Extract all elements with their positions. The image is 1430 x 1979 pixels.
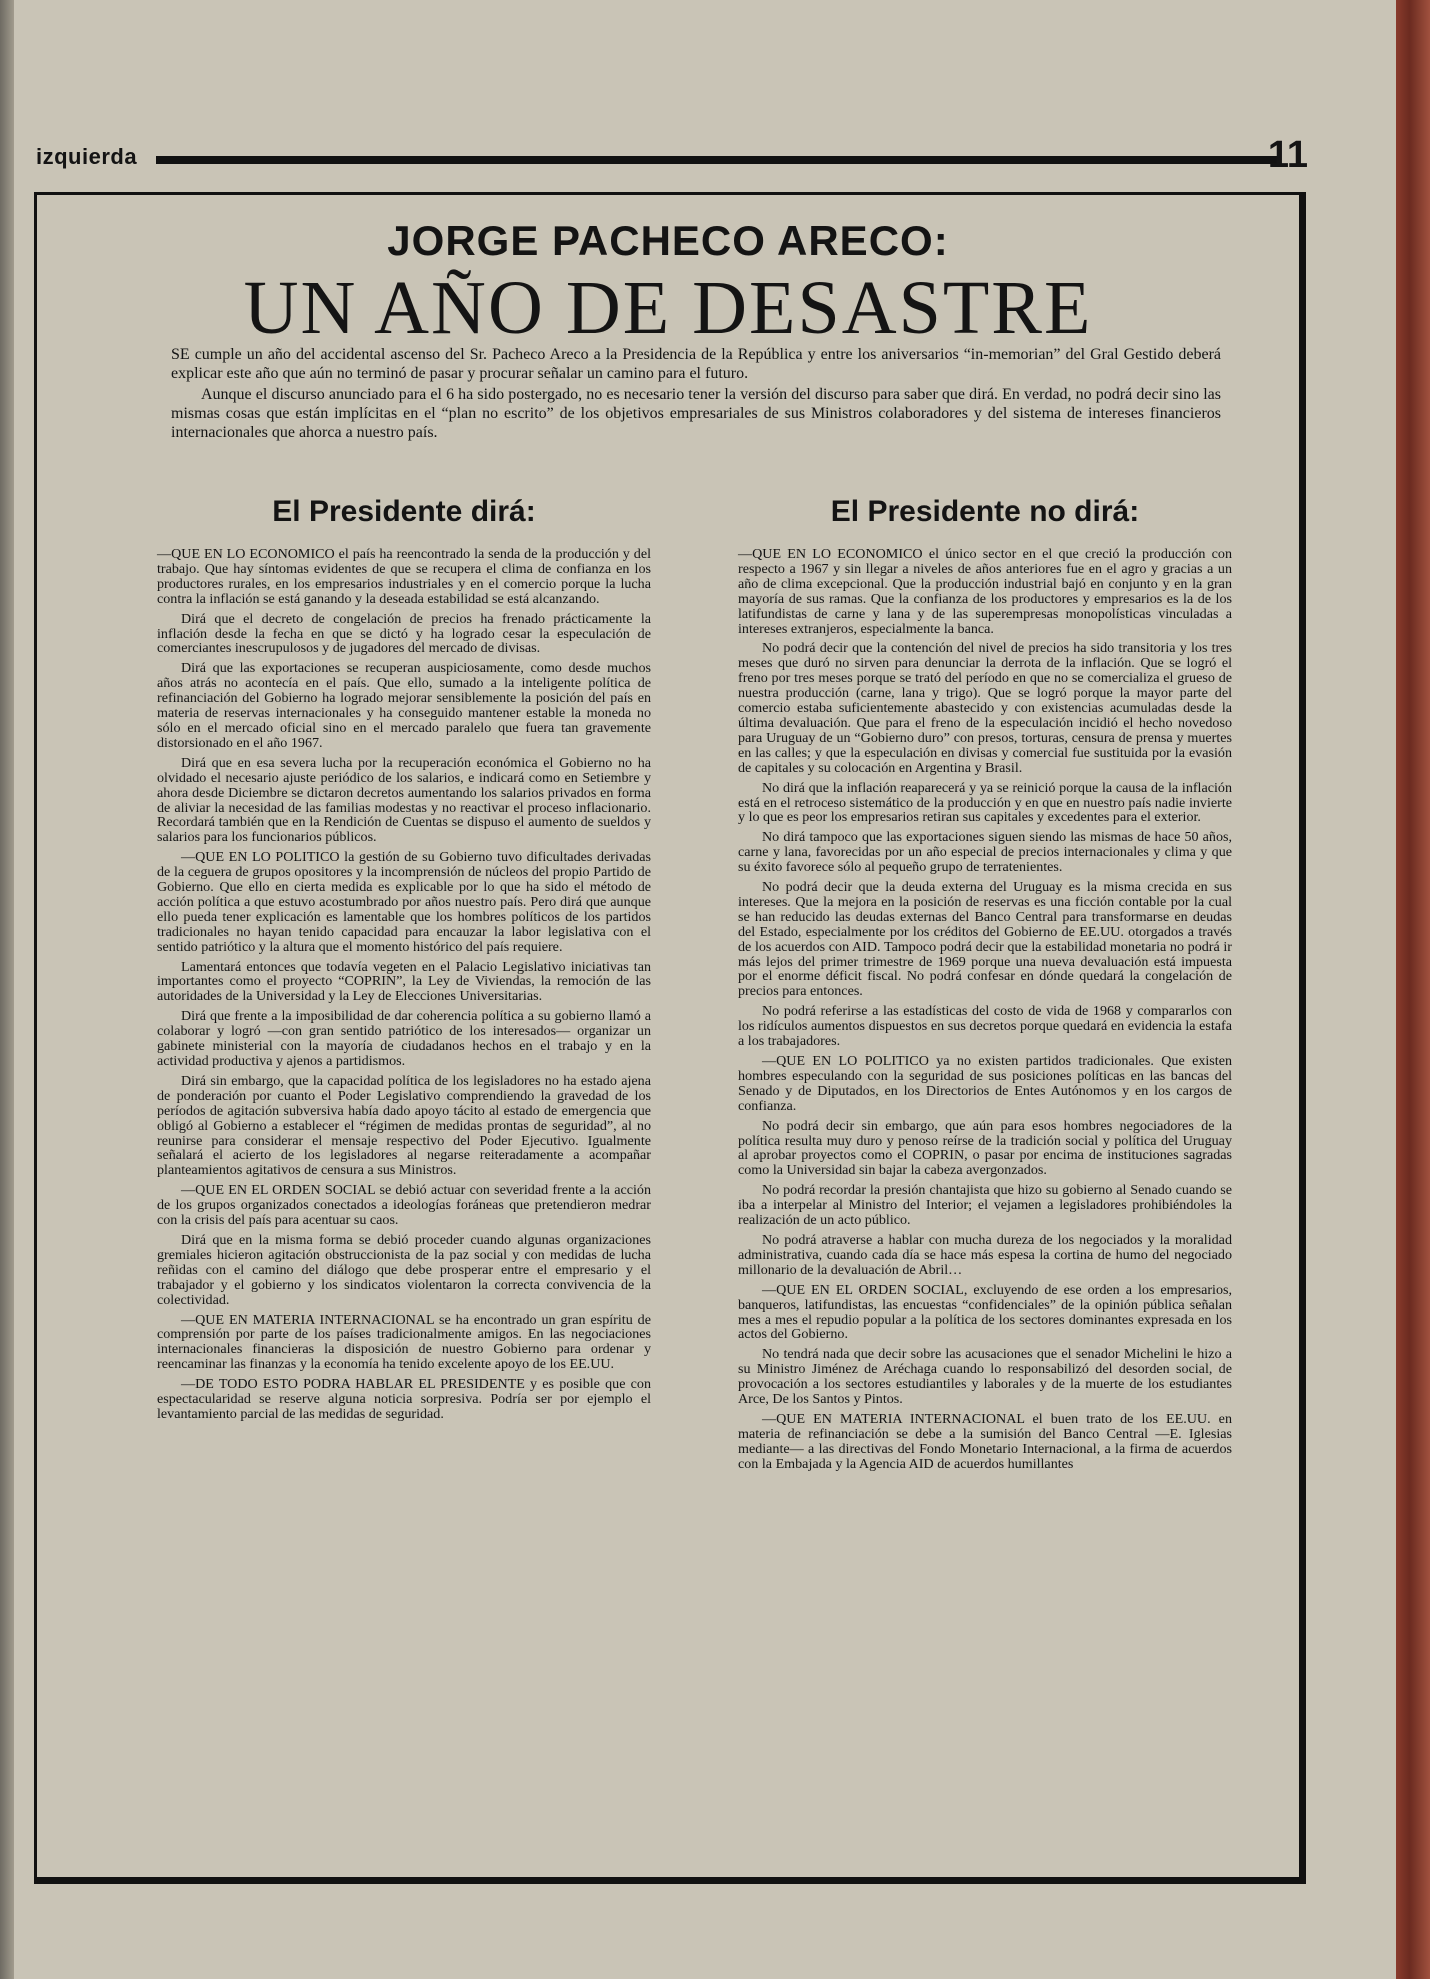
right-column-body xyxy=(738,547,1232,1472)
body-paragraph: No tendrá nada que decir sobre las acusaciones que el senador Michelini le hizo a su Ministro Jiménez de Aréchaga cuando lo responsabilizó del desorden social, de provocación a los sectores estudiantiles y laborales y de la muerte de los estudiantes Arce, De los Santos y Pintos. xyxy=(738,1346,1232,1408)
body-paragraph: Dirá que frente a la imposibilidad de dar coherencia política a su gobierno llamó a colaborar y logró —con gran sentido patriótico de los interesados— organizar un gabinete ministerial con la mayoría de ciudadanos hechos en el trabajo y en la actividad productiva y ajenos a partidismos. xyxy=(157,1008,651,1069)
page-header xyxy=(36,134,1308,178)
left-column-body xyxy=(157,547,651,1422)
body-paragraph: Lamentará entonces que todavía vegeten en el Palacio Legislativo iniciativas tan importantes como el proyecto “COPRIN”, la Ley de Viviendas, la remoción de las autoridades de la Universidad y la Ley de Elecciones Universitarias. xyxy=(157,958,651,1005)
body-paragraph: No podrá decir sin embargo, que aún para esos hombres negociadores de la política resulta muy duro y penoso reírse de la tradición social y política del Uruguay al aprobar proyectos como el COPRIN, o pasar por encima de instituciones sagradas como la Universidad sin bajar la cabeza avergonzados. xyxy=(738,1117,1232,1179)
body-paragraph: —QUE EN LO POLITICO la gestión de su Gobierno tuvo dificultades derivadas de la ceguera de grupos opositores y la incomprensión de núcleos del propio Partido de Gobierno. Que ello en cierta medida es explicable por lo que ha sido el método de acción política a que estuvo acostumbrado por años nuestro país. Pero dirá que aunque ello pueda tener explicación es lamentable que los hombres políticos de los partidos tradicionales no hayan tenido capacidad para encauzar la labor legislativa con el sentido patriótico y la altura que el momento histórico del país requiere. xyxy=(157,849,651,955)
body-paragraph: No podrá decir que la deuda externa del Uruguay es la misma crecida en sus intereses. Que la mejora en la posición de reservas es una ficción contable por la cual se han reducido las deudas externas del Banco Central para transformarse en deudas del Estado, especialmente por los créditos del Gobierno de EE.UU. otorgados a través de los acuerdos con AID. Tampoco podrá decir que la estabilidad monetaria no podrá ir más lejos del primer trimestre de 1969 porque una nueva devaluación está impuesta por el enorme déficit fiscal. No podrá confesar en dónde quedará la congelación de precios para entonces. xyxy=(738,879,1232,1000)
body-paragraph: —DE TODO ESTO PODRA HABLAR EL PRESIDENTE y es posible que con espectacularidad se reserve alguna noticia sorpresiva. Podría ser por ejemplo el levantamiento parcial de las medidas de seguridad. xyxy=(157,1376,651,1422)
intro-paragraph: SE cumple un año del accidental ascenso del Sr. Pacheco Areco a la Presidencia de la República y entre los aniversarios “in-memorian” del Gral Gestido deberá explicar este año que aún no terminó de pasar y procurar señalar un camino para el futuro. xyxy=(171,346,1221,382)
body-paragraph: —QUE EN EL ORDEN SOCIAL, excluyendo de ese orden a los empresarios, banqueros, latifundistas, las encuestas “confidenciales” de la opinión pública señalan mes a mes el repudio popular a la política de los sectores dominantes expresada en los actos del Gobierno. xyxy=(738,1281,1232,1343)
body-paragraph: No podrá referirse a las estadísticas del costo de vida de 1968 y compararlos con los ridículos aumentos dispuestos en sus decretos porque quedará en evidencia la estafa a los trabajadores. xyxy=(738,1003,1232,1050)
left-column xyxy=(157,495,651,1427)
body-paragraph: Dirá sin embargo, que la capacidad política de los legisladores no ha estado ajena de ponderación por cuanto el Poder Legislativo comprendiendo la gravedad de los períodos de agitación subversiva había dado apoyo tácito al estado de emergencia que obligó al Gobierno a establecer el “régimen de medidas prontas de seguridad”, al no reunirse para considerar el mensaje respectivo del Poder Ejecutivo. Igualmente señalará el acierto de los legisladores al negarse reiteradamente a acompañar planteamientos agitativos de censura a sus Ministros. xyxy=(157,1072,651,1179)
body-paragraph: —QUE EN LO ECONOMICO el país ha reencontrado la senda de la producción y del trabajo. Que hay síntomas evidentes de que se recupera el clima de confianza en los productores rurales, en los empresarios industriales y en el comercio porque la lucha contra la inflación se está ganando y la deseada estabilidad se está alcanzando. xyxy=(157,546,651,607)
body-paragraph: Dirá que las exportaciones se recuperan auspiciosamente, como desde muchos años atrás no acontecía en el país. Que ello, sumado a la inteligente política de refinanciación del Gobierno ha logrado mejorar sensiblemente la posición del país en materia de reservas internacionales y ha conseguido mantener estable la moneda no sólo en el mercado oficial sino en el mercado paralelo que fuera tan gravemente distorsionado en el año 1967. xyxy=(157,660,651,751)
body-paragraph: Dirá que en esa severa lucha por la recuperación económica el Gobierno no ha olvidado el necesario ajuste periódico de los salarios, e indicará como en Setiembre y ahora desde Diciembre se dictaron decretos aumentando los salarios privados en forma de aliviar la necesidad de las familias modestas y no reactivar el proceso inflacionario. Recordará también que en la Rendición de Cuentas se dispuso el aumento de sueldos y salarios para los funcionarios públicos. xyxy=(157,754,651,846)
body-paragraph: Dirá que el decreto de congelación de precios ha frenado prácticamente la inflación desde la fecha en que se dictó y ha logrado cesar la especulación de comerciantes inescrupulosos y de jugadores del mercado de divisas. xyxy=(157,610,651,657)
body-paragraph: —QUE EN MATERIA INTERNACIONAL se ha encontrado un gran espíritu de comprensión por parte de los países tradicionalmente amigos. En las negociaciones internacionales financieras la disposición de nuestro Gobierno para ordenar y reencaminar las finanzas y la economía ha tenido excelente apoyo de los EE.UU. xyxy=(157,1311,651,1373)
book-cover-edge xyxy=(1396,0,1430,1979)
header-rule xyxy=(156,156,1281,164)
left-column-title: El Presidente dirá: xyxy=(272,495,536,528)
body-paragraph: No podrá atraverse a hablar con mucha dureza de los negociados y la moralidad administrativa, cuando cada día se hace más espesa la cortina de humo del negociado millonario de la devaluación de Abril… xyxy=(738,1231,1232,1278)
body-paragraph: No podrá decir que la contención del nivel de precios ha sido transitoria y los tres meses que duró no sirven para denunciar la derrota de la inflación. Que se logró el freno por tres meses porque se trató del período en que no se comercializa el grueso de nuestra producción (carne, lana y trigo). Que se logró porque la mayor parte del comercio estaba suficientemente abastecido y con existencias acumuladas desde la última devaluación. Que para el freno de la especulación incidió el hecho novedoso para Uruguay de un “Gobierno duro” con presos, torturas, censura de prensa y muertes en las calles; y que la especulación en divisas y comercial fue sustituida por la evasión de capitales y su colocación en Argentina y Brasil. xyxy=(738,640,1232,776)
right-column xyxy=(738,495,1232,1477)
body-paragraph: No dirá tampoco que las exportaciones siguen siendo las mismas de hace 50 años, carne y lana, favorecidas por un año especial de precios internacionales y clima y que su éxito favorece sólo al pequeño grupo de terratenientes. xyxy=(738,829,1232,876)
body-paragraph: —QUE EN LO ECONOMICO el único sector en el que creció la producción con respecto a 1967 y sin llegar a niveles de años anteriores fue en el agro y gracias a un año de clima excepcional. Que la producción industrial bajó en conjunto y en la gran mayoría de sus ramas. Que la confianza de los productores y empresarios es la de los latifundistas de carne y lana y de las superempresas monopolísticas vinculadas a intereses extranjeros, especialmente la banca. xyxy=(738,546,1232,637)
article-kicker: JORGE PACHECO ARECO: xyxy=(387,217,949,264)
body-paragraph: No podrá recordar la presión chantajista que hizo su gobierno al Senado cuando se iba a interpelar al Ministro del Interior; el vejamen a legisladores prohibiéndoles la realización de un acto público. xyxy=(738,1182,1232,1229)
body-paragraph: —QUE EN LO POLITICO ya no existen partidos tradicionales. Que existen hombres especulando con la seguridad de sus posiciones políticas en las bancas del Senado y de Diputados, en los Directorios de Entes Autónomos y en los cargos de confianza. xyxy=(738,1053,1232,1114)
page-number: 11 xyxy=(1267,134,1308,176)
article-intro xyxy=(171,345,1221,444)
body-paragraph: —QUE EN MATERIA INTERNACIONAL el buen trato de los EE.UU. en materia de refinanciación se debe a la sumisión del Banco Central —E. Iglesias mediante— a las directivas del Fondo Monetario Internacional, a la firma de acuerdos con la Embajada y la Agencia AID de acuerdos humillantes xyxy=(738,1410,1232,1472)
article-headline: UN AÑO DE DESASTRE xyxy=(243,266,1093,350)
section-name: izquierda xyxy=(36,144,138,169)
body-paragraph: Dirá que en la misma forma se debió proceder cuando algunas organizaciones gremiales hicieron agitación obstruccionista de la paz social y con medidas de lucha reñidas con el camino del diálogo que debe prosperar entre el empresario y el trabajador y el gobierno y los sindicatos violentaron la correcta convivencia de la colectividad. xyxy=(157,1231,651,1308)
body-paragraph: No dirá que la inflación reaparecerá y ya se reinició porque la causa de la inflación está en el retroceso sistemático de la producción y en que en nuestro país nadie invierte y lo que es peor los empresarios retiran sus capitales y excedentes para el exterior. xyxy=(738,779,1232,826)
body-paragraph: —QUE EN EL ORDEN SOCIAL se debió actuar con severidad frente a la acción de los grupos organizados conectados a ideologías foráneas que pretendieron medrar con la crisis del país para acentuar su caos. xyxy=(157,1182,651,1229)
article-frame xyxy=(34,192,1306,1884)
intro-paragraph: Aunque el discurso anunciado para el 6 ha sido postergado, no es necesario tener la versión del discurso para saber que dirá. En verdad, no podrá decir sino las mismas cosas que están implícitas en el “plan no escrito” de los objetivos empresariales de sus Ministros colaboradores y del sistema de intereses financieros internacionales que ahorca a nuestro país. xyxy=(171,386,1221,441)
right-column-title: El Presidente no dirá: xyxy=(830,495,1140,528)
